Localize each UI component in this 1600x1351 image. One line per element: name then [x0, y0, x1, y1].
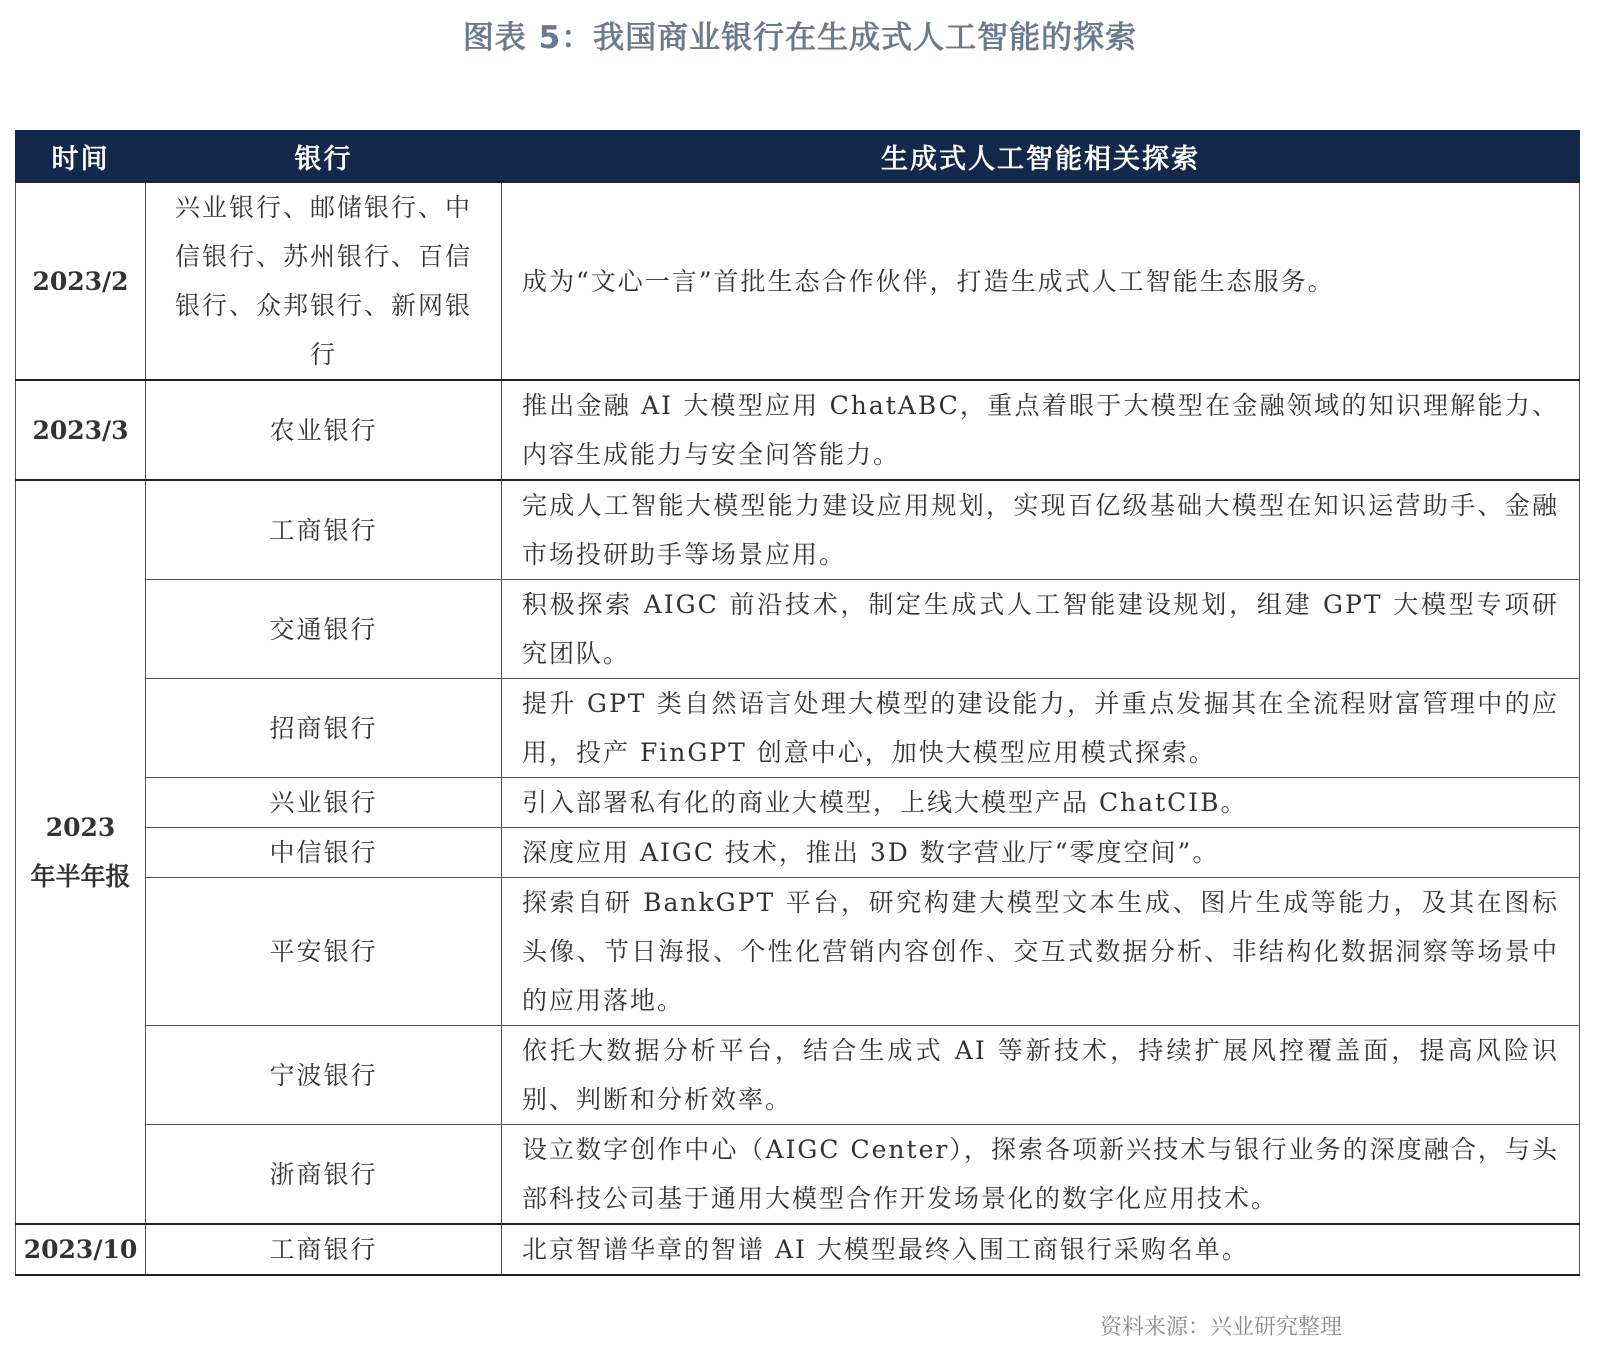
bank-cell: 中信银行 [146, 828, 502, 878]
header-bank: 银行 [146, 131, 502, 183]
table-row [16, 778, 1580, 828]
exploration-cell: 积极探索 AIGC 前沿技术，制定生成式人工智能建设规划，组建 GPT 大模型专项研究团队。 [502, 580, 1580, 679]
table-row [16, 480, 1580, 580]
table-row [16, 828, 1580, 878]
exploration-table [15, 130, 1580, 1276]
exploration-cell: 引入部署私有化的商业大模型，上线大模型产品 ChatCIB。 [502, 778, 1580, 828]
bank-cell: 招商银行 [146, 679, 502, 778]
bank-cell: 交通银行 [146, 580, 502, 679]
bank-cell: 浙商银行 [146, 1125, 502, 1225]
exploration-cell: 设立数字创作中心（AIGC Center），探索各项新兴技术与银行业务的深度融合，与头部科技公司基于通用大模型合作开发场景化的数字化应用技术。 [502, 1125, 1580, 1225]
table-row [16, 1224, 1580, 1275]
bank-cell: 兴业银行 [146, 778, 502, 828]
source-note: 资料来源：兴业研究整理 [1100, 1315, 1343, 1340]
exploration-cell: 提升 GPT 类自然语言处理大模型的建设能力，并重点发掘其在全流程财富管理中的应用，投产 FinGPT 创意中心，加快大模型应用模式探索。 [502, 679, 1580, 778]
bank-cell: 兴业银行、邮储银行、中信银行、苏州银行、百信银行、众邦银行、新网银行 [146, 182, 502, 380]
exploration-cell: 推出金融 AI 大模型应用 ChatABC，重点着眼于大模型在金融领域的知识理解能力、内容生成能力与安全问答能力。 [502, 380, 1580, 480]
table-row [16, 580, 1580, 679]
table-row [16, 679, 1580, 778]
exploration-cell: 北京智谱华章的智谱 AI 大模型最终入围工商银行采购名单。 [502, 1224, 1580, 1275]
table-row [16, 1125, 1580, 1225]
exploration-cell: 完成人工智能大模型能力建设应用规划，实现百亿级基础大模型在知识运营助手、金融市场投研助手等场景应用。 [502, 480, 1580, 580]
exploration-cell: 成为“文心一言”首批生态合作伙伴，打造生成式人工智能生态服务。 [502, 182, 1580, 380]
exploration-cell: 探索自研 BankGPT 平台，研究构建大模型文本生成、图片生成等能力，及其在图标头像、节日海报、个性化营销内容创作、交互式数据分析、非结构化数据洞察等场景中的应用落地。 [502, 878, 1580, 1026]
figure-title: 图表 5：我国商业银行在生成式人工智能的探索 [462, 20, 1138, 56]
table-header-row [16, 131, 1580, 183]
header-exploration: 生成式人工智能相关探索 [502, 131, 1580, 183]
table-row [16, 182, 1580, 380]
table-row [16, 878, 1580, 1026]
bank-cell: 农业银行 [146, 380, 502, 480]
time-cell: 2023 年半年报 [16, 480, 146, 1224]
table-row [16, 1026, 1580, 1125]
time-cell: 2023/2 [16, 182, 146, 380]
time-cell: 2023/3 [16, 380, 146, 480]
exploration-cell: 深度应用 AIGC 技术，推出 3D 数字营业厅“零度空间”。 [502, 828, 1580, 878]
header-time: 时间 [16, 131, 146, 183]
bank-cell: 工商银行 [146, 1224, 502, 1275]
bank-cell: 工商银行 [146, 480, 502, 580]
time-cell: 2023/10 [16, 1224, 146, 1275]
exploration-cell: 依托大数据分析平台，结合生成式 AI 等新技术，持续扩展风控覆盖面，提高风险识别、判断和分析效率。 [502, 1026, 1580, 1125]
bank-cell: 平安银行 [146, 878, 502, 1026]
table-row [16, 380, 1580, 480]
bank-cell: 宁波银行 [146, 1026, 502, 1125]
